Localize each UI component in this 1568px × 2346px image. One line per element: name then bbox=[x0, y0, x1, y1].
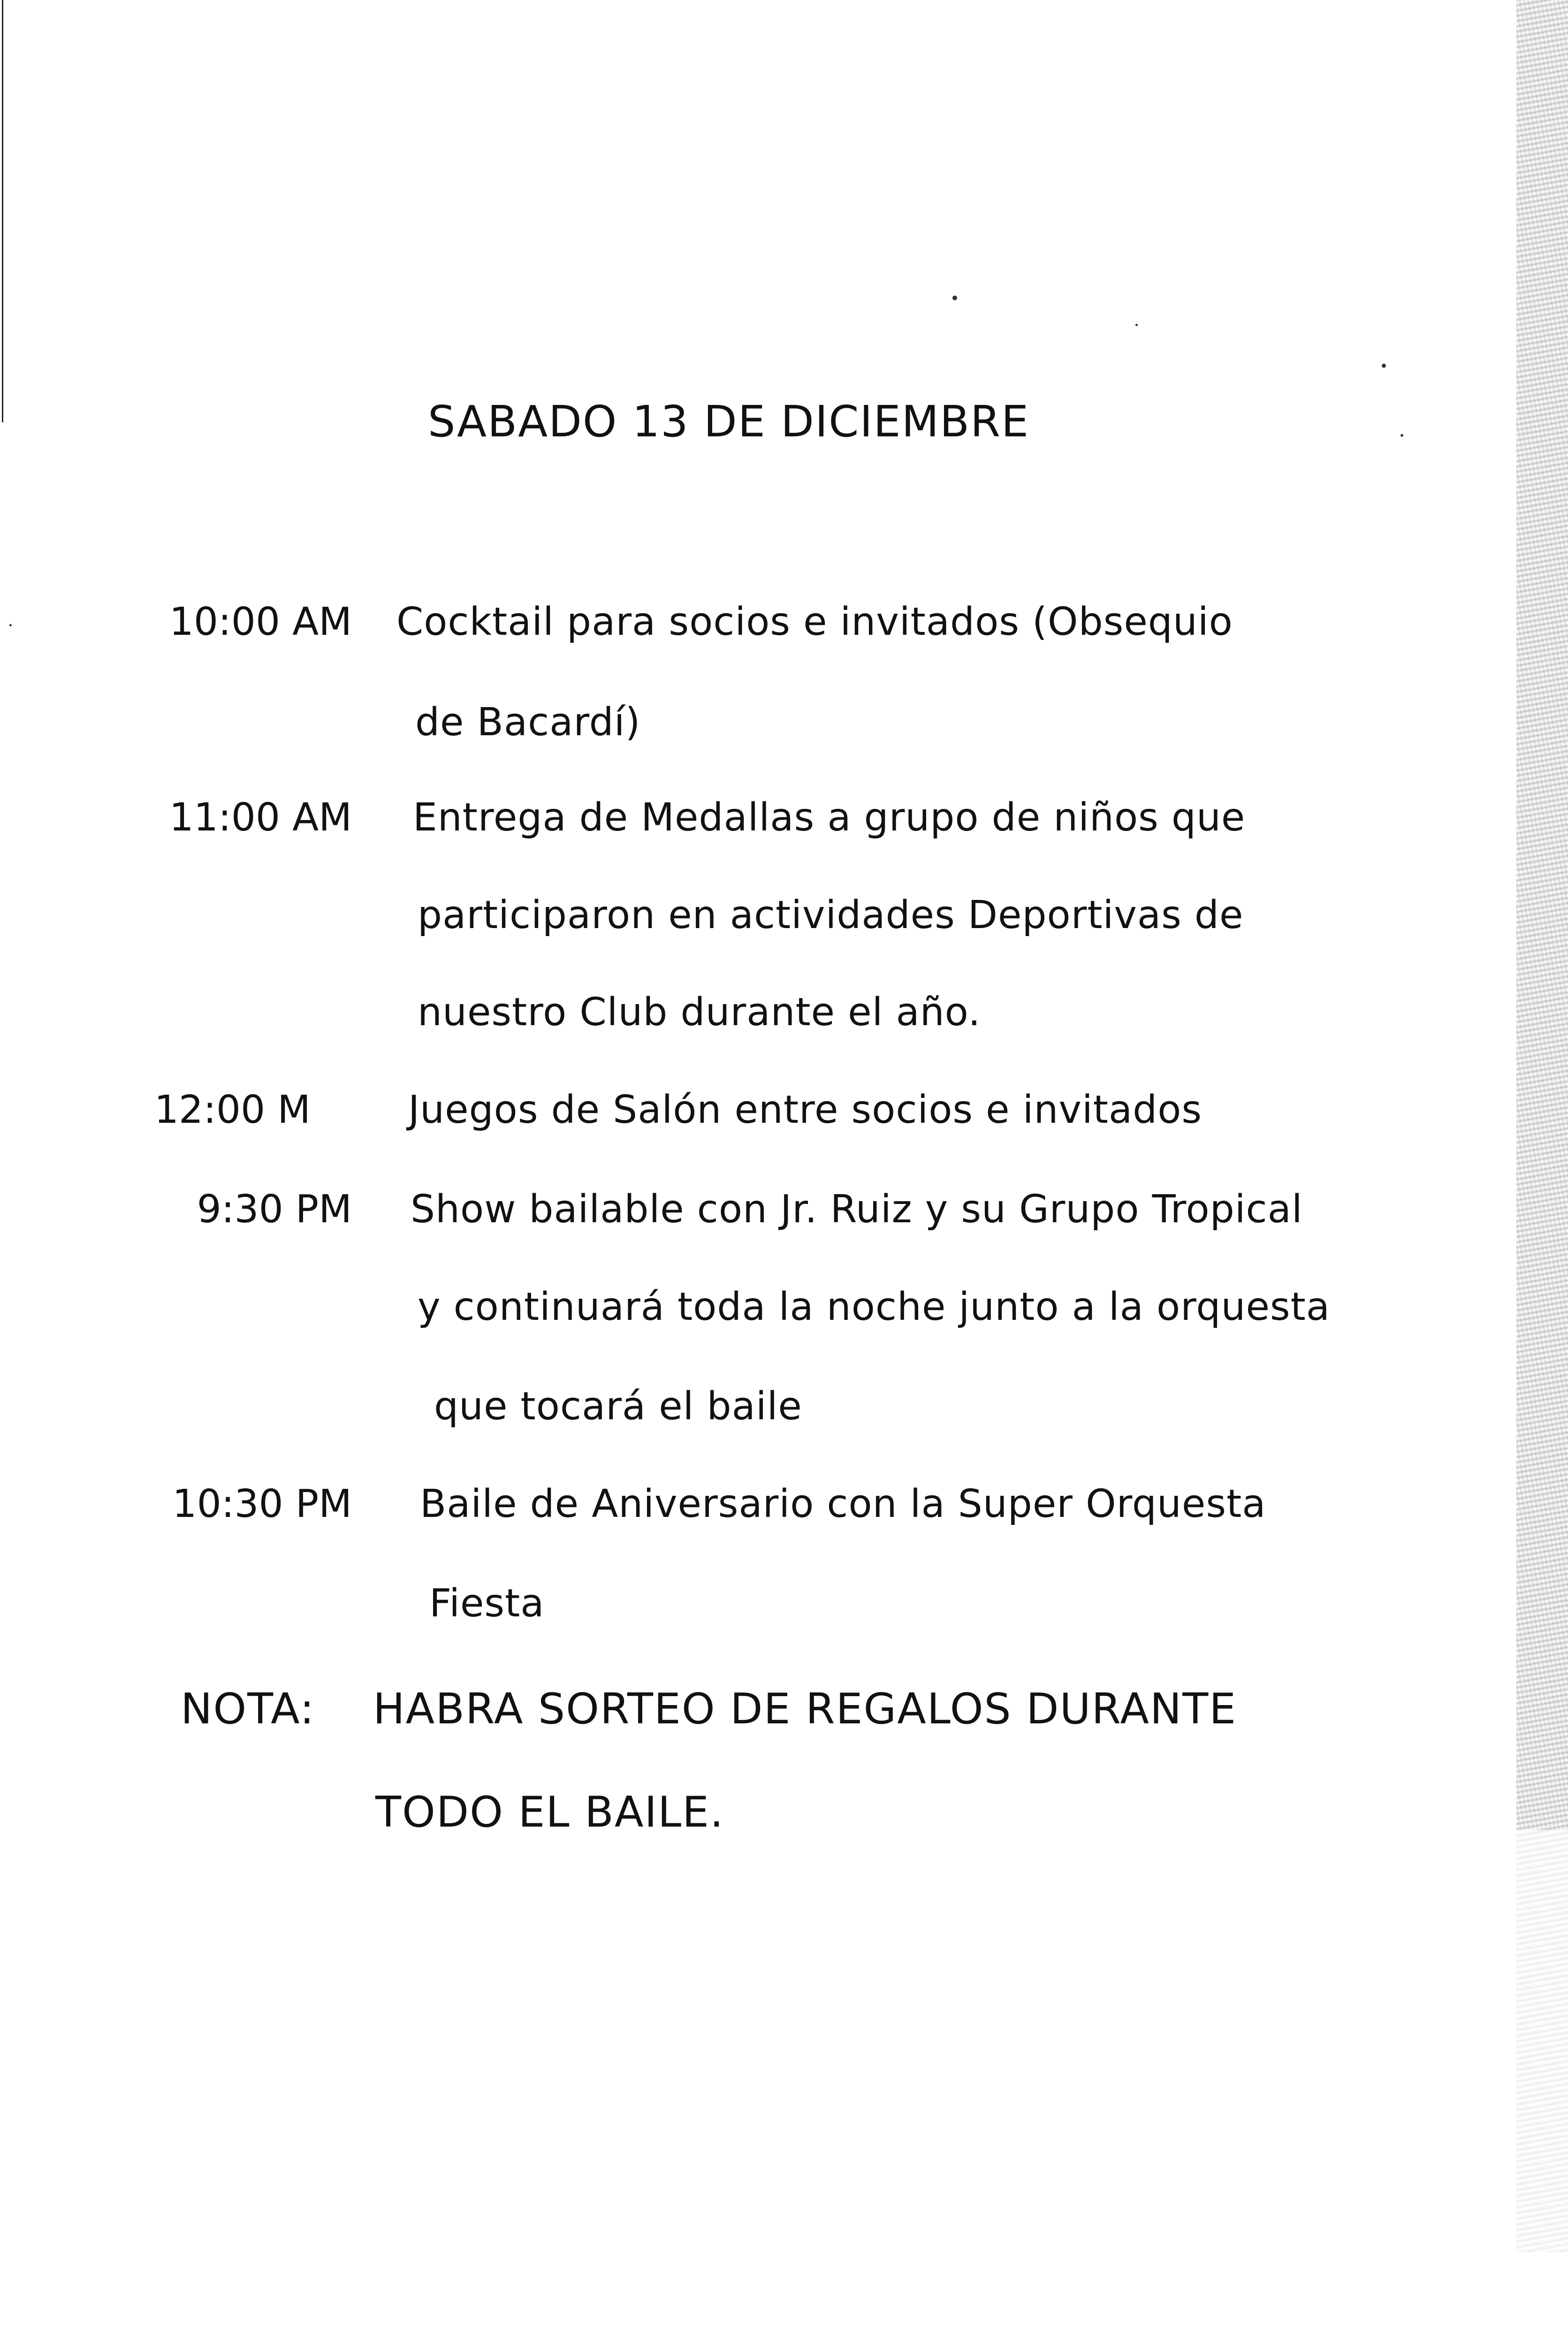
event-description-line: y continuará toda la noche junto a la orquesta bbox=[418, 1285, 1331, 1329]
note-label: NOTA: bbox=[181, 1684, 315, 1734]
scan-speck bbox=[1401, 434, 1403, 437]
scan-right-edge-lower bbox=[1516, 1830, 1568, 2252]
event-time: 11:00 AM bbox=[169, 795, 352, 840]
scan-speck bbox=[1135, 324, 1138, 326]
scan-speck bbox=[952, 296, 957, 300]
event-description-line: Fiesta bbox=[429, 1581, 545, 1626]
scan-speck bbox=[1382, 364, 1386, 368]
scan-right-edge bbox=[1516, 0, 1568, 1830]
event-description-line: Cocktail para socios e invitados (Obsequio bbox=[396, 600, 1233, 644]
note-line: HABRA SORTEO DE REGALOS DURANTE bbox=[373, 1684, 1237, 1734]
event-time: 12:00 M bbox=[154, 1088, 311, 1132]
event-time: 10:00 AM bbox=[169, 600, 352, 644]
event-description-line: Show bailable con Jr. Ruiz y su Grupo Tropical bbox=[411, 1187, 1303, 1232]
event-description-line: Baile de Aniversario con la Super Orquesta bbox=[420, 1482, 1266, 1526]
event-description-line: de Bacardí) bbox=[415, 700, 641, 745]
scan-left-edge bbox=[2, 0, 3, 422]
event-description-line: que tocará el baile bbox=[434, 1384, 802, 1429]
page-title: SABADO 13 DE DICIEMBRE bbox=[428, 396, 1030, 447]
scan-speck bbox=[9, 624, 12, 626]
event-time: 10:30 PM bbox=[172, 1482, 352, 1526]
note-line: TODO EL BAILE. bbox=[375, 1788, 724, 1837]
event-description-line: participaron en actividades Deportivas de bbox=[418, 893, 1244, 937]
event-description-line: nuestro Club durante el año. bbox=[418, 990, 981, 1035]
event-time: 9:30 PM bbox=[197, 1187, 352, 1232]
event-description-line: Entrega de Medallas a grupo de niños que bbox=[413, 795, 1246, 840]
event-description-line: Juegos de Salón entre socios e invitados bbox=[408, 1088, 1203, 1132]
